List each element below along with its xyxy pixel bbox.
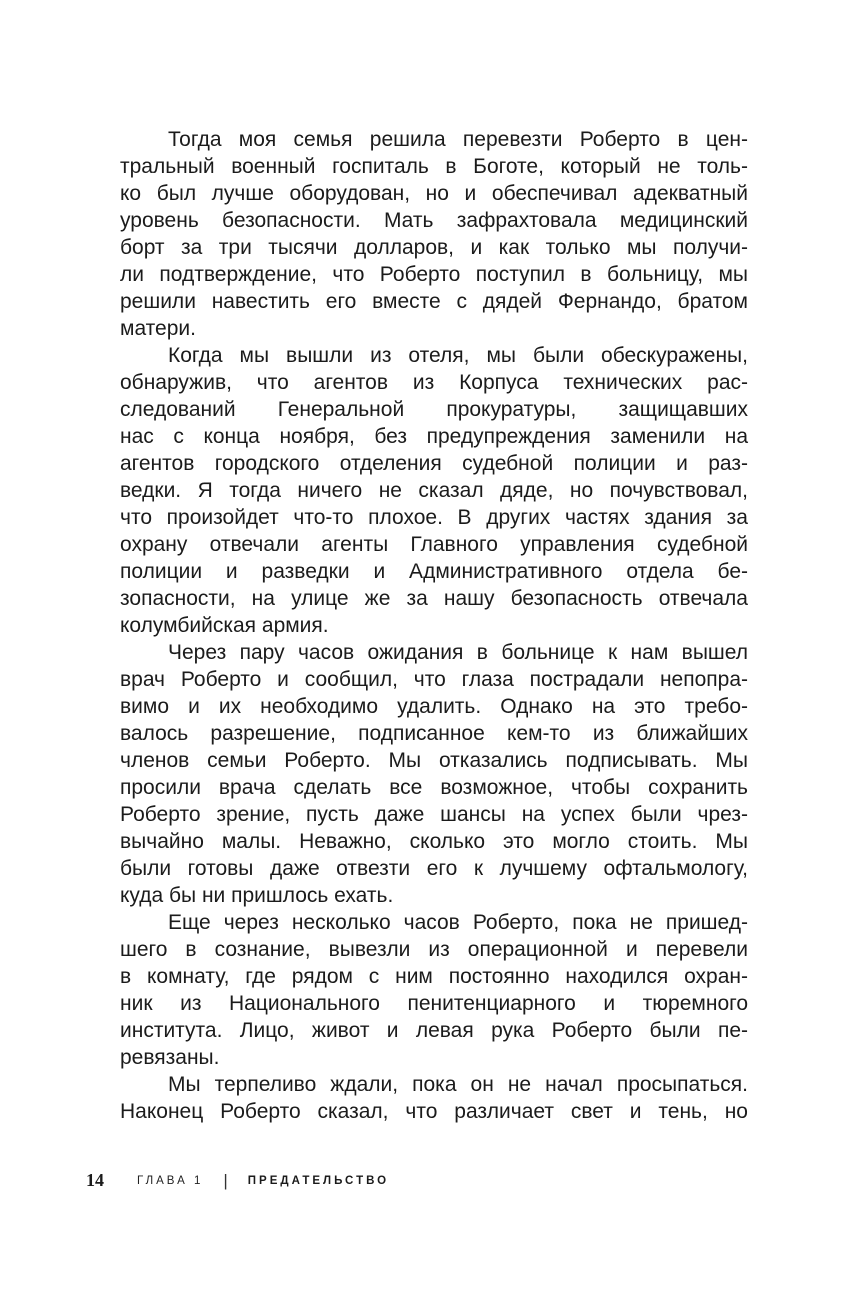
text-line: просили врача сделать все возможное, чтобы сохранить xyxy=(120,776,748,799)
text-line: Тогда моя семья решила перевезти Роберто в цен- xyxy=(168,128,748,151)
text-line: следований Генеральной прокуратуры, защищавших xyxy=(120,398,748,421)
text-line: решили навестить его вместе с дядей Фернандо, братом xyxy=(120,290,748,313)
text-line: агентов городского отделения судебной полиции и раз- xyxy=(120,452,748,475)
text-line: были готовы даже отвезти его к лучшему офтальмологу, xyxy=(120,857,748,880)
text-line: Роберто зрение, пусть даже шансы на успех были чрез- xyxy=(120,803,748,826)
page-number: 14 xyxy=(86,1170,104,1190)
text-line: Мы терпеливо ждали, пока он не начал просыпаться. xyxy=(168,1073,748,1096)
text-line: что произойдет что-то плохое. В других частях здания за xyxy=(120,506,748,529)
text-line: ли подтверждение, что Роберто поступил в больницу, мы xyxy=(120,263,748,286)
text-line: ко был лучше оборудован, но и обеспечивал адекватный xyxy=(120,182,748,205)
footer-divider: | xyxy=(223,1170,228,1190)
text-line: шего в сознание, вывезли из операционной и перевели xyxy=(120,938,748,961)
text-line: членов семьи Роберто. Мы отказались подписывать. Мы xyxy=(120,749,748,772)
text-line: тральный военный госпиталь в Боготе, который не толь- xyxy=(120,155,748,178)
text-line: охрану отвечали агенты Главного управления судебной xyxy=(120,533,748,556)
text-line: вычайно малы. Неважно, сколько это могло стоить. Мы xyxy=(120,830,748,853)
text-line: зопасности, на улице же за нашу безопасность отвечала xyxy=(120,587,748,610)
page-footer xyxy=(86,1170,389,1191)
text-line: врач Роберто и сообщил, что глаза пострадали непопра- xyxy=(120,668,748,691)
text-line: колумбийская армия. xyxy=(120,614,329,637)
text-line: Еще через несколько часов Роберто, пока не пришед- xyxy=(168,911,748,934)
text-line: Когда мы вышли из отеля, мы были обескуражены, xyxy=(168,344,748,367)
text-line: Наконец Роберто сказал, что различает свет и тень, но xyxy=(120,1100,748,1123)
chapter-label: ГЛАВА 1 xyxy=(137,1174,204,1187)
text-line: куда бы ни пришлось ехать. xyxy=(120,884,394,907)
text-line: борт за три тысячи долларов, и как только мы получи- xyxy=(120,236,748,259)
text-line: обнаружив, что агентов из Корпуса технических рас- xyxy=(120,371,748,394)
text-line: валось разрешение, подписанное кем-то из ближайших xyxy=(120,722,748,745)
text-line: нас с конца ноября, без предупреждения заменили на xyxy=(120,425,748,448)
section-title: ПРЕДАТЕЛЬСТВО xyxy=(247,1174,390,1187)
text-line: уровень безопасности. Мать зафрахтовала медицинский xyxy=(120,209,748,232)
text-line: полиции и разведки и Административного отдела бе- xyxy=(120,560,748,583)
text-line: института. Лицо, живот и левая рука Роберто были пе- xyxy=(120,1019,748,1042)
text-line: ревязаны. xyxy=(120,1046,220,1069)
text-line: вимо и их необходимо удалить. Однако на это требо- xyxy=(120,695,748,718)
text-line: ведки. Я тогда ничего не сказал дяде, но почувствовал, xyxy=(120,479,748,502)
text-line: матери. xyxy=(120,317,196,340)
text-line: ник из Национального пенитенциарного и тюремного xyxy=(120,992,748,1015)
text-line: в комнату, где рядом с ним постоянно находился охран- xyxy=(120,965,748,988)
text-line: Через пару часов ожидания в больнице к нам вышел xyxy=(168,641,748,664)
body-text xyxy=(120,126,748,1125)
